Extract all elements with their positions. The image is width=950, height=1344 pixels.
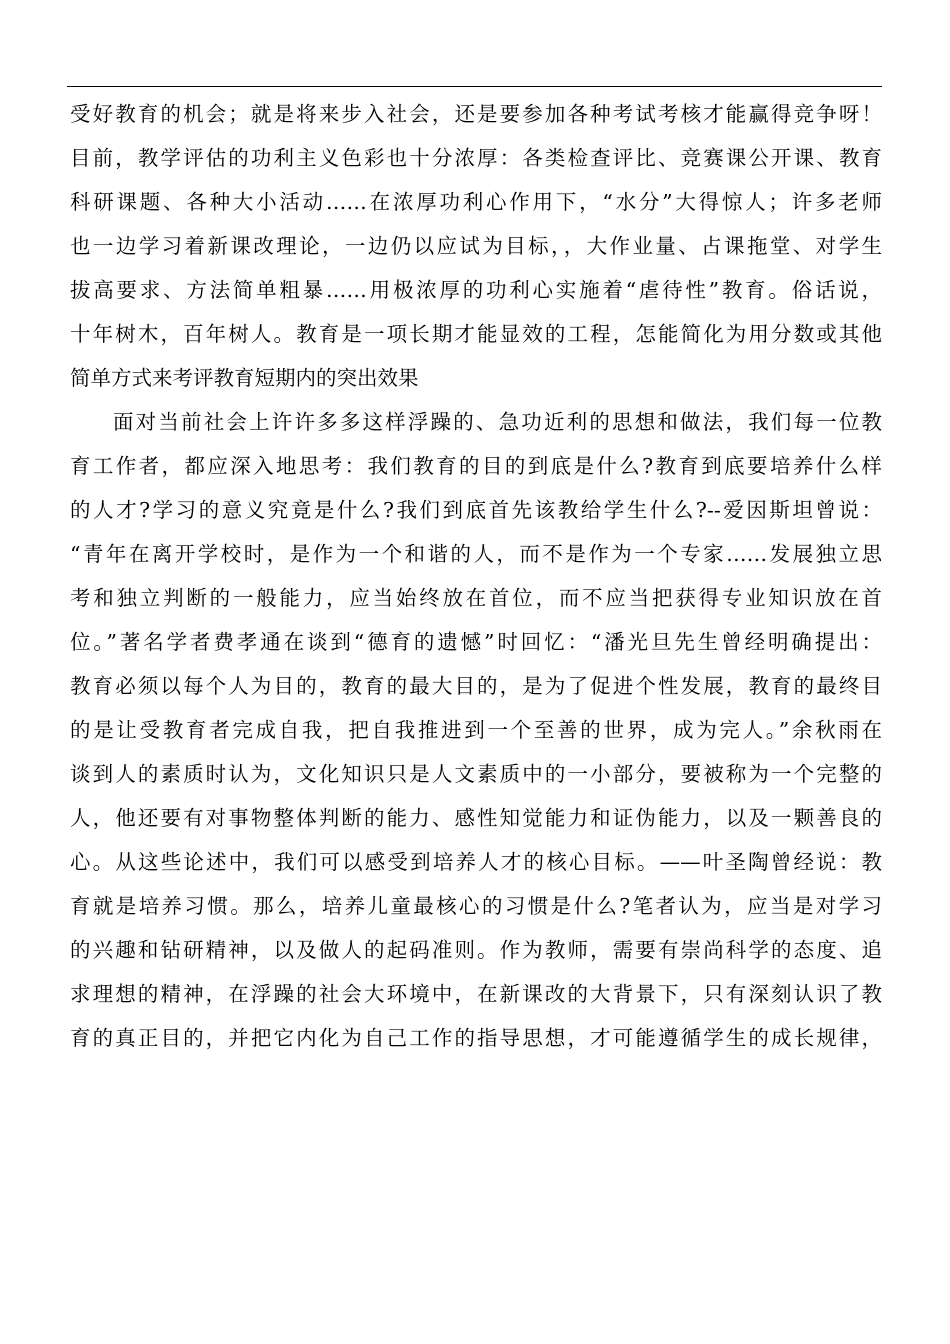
text-line: 受好教育的机会；就是将来步入社会，还是要参加各种考试考核才能赢得竞争呀！ bbox=[70, 102, 882, 126]
text-line: 拔高要求、方法简单粗暴……用极浓厚的功利心实施着“虐待性”教育。俗话说， bbox=[70, 278, 882, 302]
text-line: 人，他还要有对事物整体判断的能力、感性知觉能力和证伪能力，以及一颗善良的 bbox=[70, 806, 882, 830]
text-line: 十年树木，百年树人。教育是一项长期才能显效的工程，怎能简化为用分数或其他 bbox=[70, 322, 882, 346]
text-line: 育的真正目的，并把它内化为自己工作的指导思想，才可能遵循学生的成长规律， bbox=[70, 1026, 882, 1050]
text-line: 面对当前社会上许许多多这样浮躁的、急功近利的思想和做法，我们每一位教 bbox=[113, 410, 882, 434]
header-rule bbox=[67, 86, 882, 87]
text-line: 位。”著名学者费孝通在谈到“德育的遗憾”时回忆：“潘光旦先生曾经明确提出： bbox=[70, 630, 882, 654]
paragraph-1 bbox=[70, 92, 882, 400]
text-line: 也一边学习着新课改理论，一边仍以应试为目标，，大作业量、占课拖堂、对学生 bbox=[70, 234, 882, 258]
text-line: 育工作者，都应深入地思考：我们教育的目的到底是什么?教育到底要培养什么样 bbox=[70, 454, 882, 478]
text-line: 育就是培养习惯。那么，培养儿童最核心的习惯是什么?笔者认为，应当是对学习 bbox=[70, 894, 882, 918]
text-line: 的兴趣和钻研精神，以及做人的起码准则。作为教师，需要有崇尚科学的态度、追 bbox=[70, 938, 882, 962]
text-line: 简单方式来考评教育短期内的突出效果 bbox=[70, 366, 419, 390]
text-line: 目前，教学评估的功利主义色彩也十分浓厚：各类检查评比、竞赛课公开课、教育 bbox=[70, 146, 882, 170]
paragraph-2 bbox=[70, 400, 882, 1060]
text-line: 科研课题、各种大小活动……在浓厚功利心作用下，“水分”大得惊人；许多老师 bbox=[70, 190, 882, 214]
text-line: 考和独立判断的一般能力，应当始终放在首位，而不应当把获得专业知识放在首 bbox=[70, 586, 882, 610]
text-line: 求理想的精神，在浮躁的社会大环境中，在新课改的大背景下，只有深刻认识了教 bbox=[70, 982, 882, 1006]
text-line: 教育必须以每个人为目的，教育的最大目的，是为了促进个性发展，教育的最终目 bbox=[70, 674, 882, 698]
text-line: 的人才?学习的意义究竟是什么?我们到底首先该教给学生什么?--爱因斯坦曾说： bbox=[70, 498, 882, 522]
text-line: 的是让受教育者完成自我，把自我推进到一个至善的世界，成为完人。”余秋雨在 bbox=[70, 718, 882, 742]
text-line: “青年在离开学校时，是作为一个和谐的人，而不是作为一个专家……发展独立思 bbox=[70, 542, 882, 566]
text-line: 心。从这些论述中，我们可以感受到培养人才的核心目标。——叶圣陶曾经说：教 bbox=[70, 850, 882, 874]
document-body bbox=[70, 92, 882, 1060]
text-line: 谈到人的素质时认为，文化知识只是人文素质中的一小部分，要被称为一个完整的 bbox=[70, 762, 882, 786]
